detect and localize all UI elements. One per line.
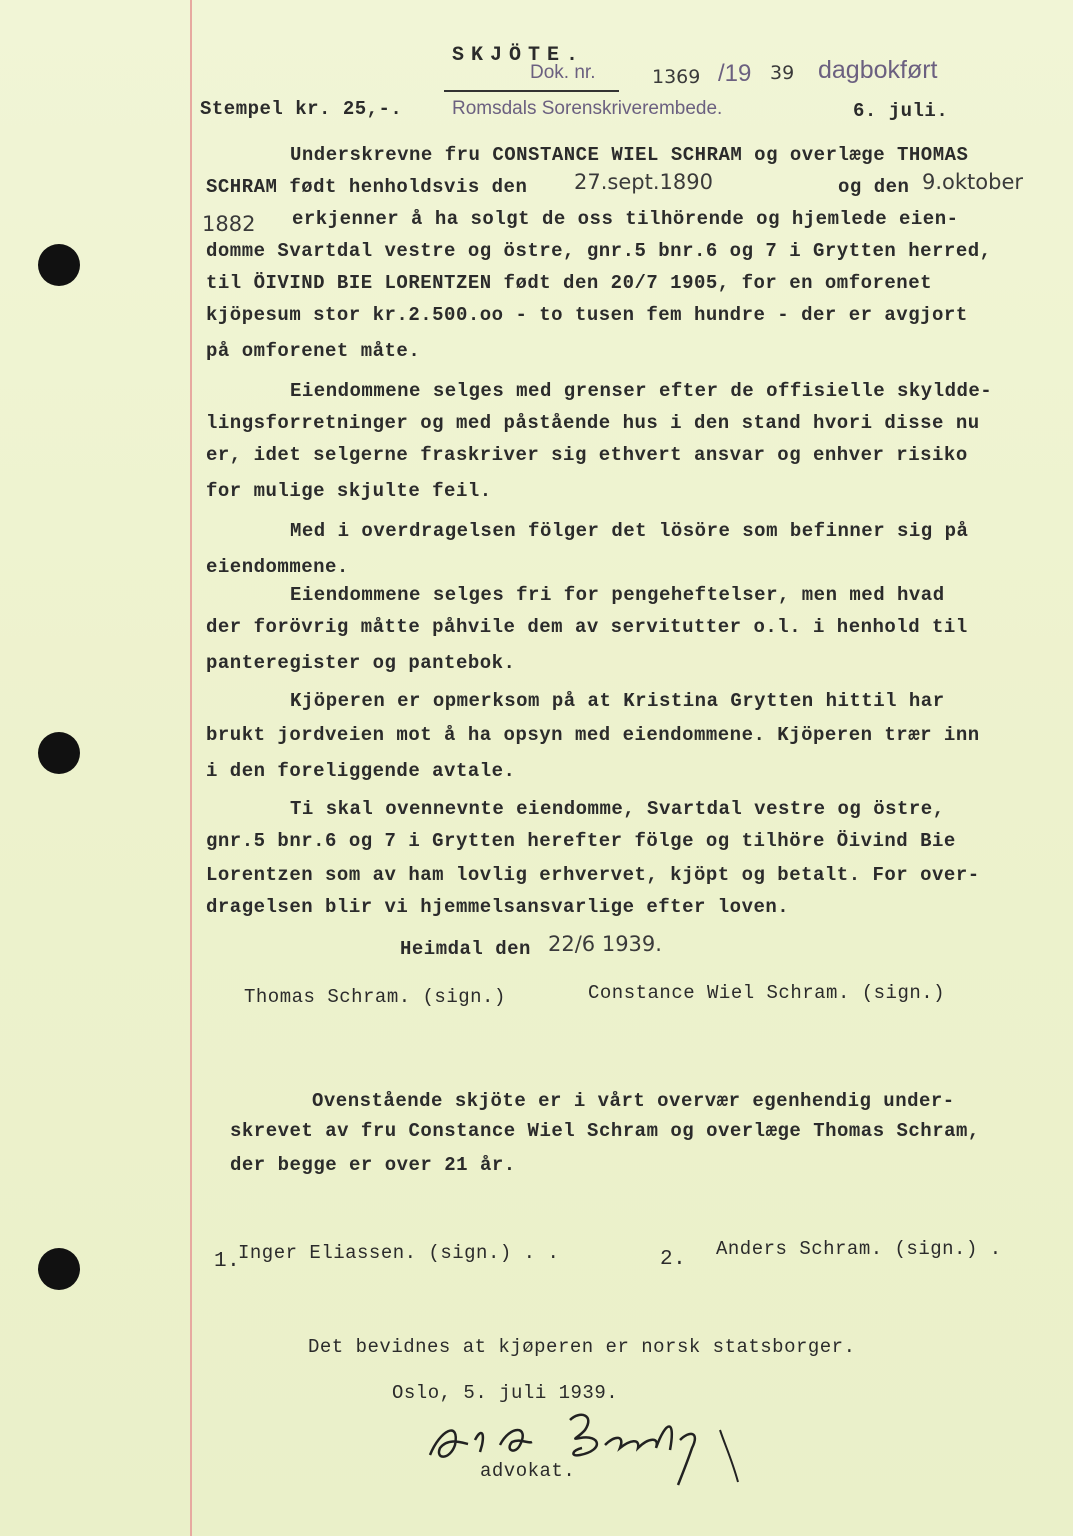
body-line: Med i overdragelsen fölger det lösöre som befinner sig på [290,520,969,542]
body-line: og den [838,176,910,198]
stamp-date: 6. juli. [853,100,949,122]
body-line: Kjöperen er opmerksom på at Kristina Grytten hittil har [290,690,945,712]
witness-1-number: 1. [214,1250,241,1273]
witness-1-name: Inger Eliassen. (sign.) . . [238,1242,560,1264]
witness-2-number: 2. [660,1248,687,1271]
witness-line: der begge er over 21 år. [230,1154,516,1176]
body-line: eiendommene. [206,556,349,578]
body-line: dragelsen blir vi hjemmelsansvarlige efter loven. [206,896,790,918]
year-suffix: 39 [770,62,795,84]
footer-place-date: Oslo, 5. juli 1939. [392,1382,619,1404]
body-line: kjöpesum stor kr.2.500.oo - to tusen fem hundre - der er avgjort [206,304,968,326]
witness-2-name: Anders Schram. (sign.) . [716,1238,1002,1260]
body-line: domme Svartdal vestre og östre, gnr.5 bnr.6 og 7 i Grytten herred, [206,240,992,262]
signer-title: advokat. [480,1460,576,1482]
body-line: Eiendommene selges med grenser efter de offisielle skyldde- [290,380,993,402]
body-line: erkjenner å ha solgt de oss tilhörende og hjemlede eien- [292,208,959,230]
signature-constance: Constance Wiel Schram. (sign.) [588,982,946,1004]
birthdate-constance: 27.sept.1890 [574,170,713,194]
body-line: Eiendommene selges fri for pengeheftelser, men med hvad [290,584,945,606]
handwritten-signature [420,1400,760,1490]
doc-label-stamp: Dok. nr. [530,62,596,83]
body-line: Lorentzen som av ham lovlig erhvervet, kjöpt og betalt. For over- [206,864,980,886]
body-line: brukt jordveien mot å ha opsyn med eiendommene. Kjöperen trær inn [206,724,980,746]
body-line: panteregister og pantebok. [206,652,516,674]
birthdate-thomas: 9.oktober [922,170,1024,194]
stempel-line: Stempel kr. 25,-. [200,98,403,120]
doc-number: 1369 [652,66,701,88]
year-prefix: /19 [718,60,752,87]
body-line: Underskrevne fru CONSTANCE WIEL SCHRAM og overlæge THOMAS [290,144,969,166]
body-line: for mulige skjulte feil. [206,480,492,502]
margin-rule [190,0,192,1536]
signing-date: 22/6 1939. [548,932,662,956]
signature-thomas: Thomas Schram. (sign.) [244,986,506,1008]
witness-line: skrevet av fru Constance Wiel Schram og overlæge Thomas Schram, [230,1120,980,1142]
stamp-office: Romsdals Sorenskriverembede. [452,98,723,119]
body-line: på omforenet måte. [206,340,421,362]
punch-hole [38,732,80,774]
body-line: i den foreliggende avtale. [206,760,516,782]
body-line: gnr.5 bnr.6 og 7 i Grytten herefter fölge og tilhöre Öivind Bie [206,830,956,852]
stamp-dagbokfort: dagbokført [818,56,938,84]
witness-line: Ovenstående skjöte er i vårt overvær egenhendig under- [312,1090,955,1112]
document-title: SKJÖTE. [452,44,586,67]
title-underline [444,90,619,92]
punch-hole [38,1248,80,1290]
body-line: er, idet selgerne fraskriver sig ethvert ansvar og enhver risiko [206,444,968,466]
body-line: der forövrig måtte påhvile dem av servitutter o.l. i henhold til [206,616,968,638]
body-line: Heimdal den [400,938,531,960]
body-line: til ÖIVIND BIE LORENTZEN født den 20/7 1905, for en omforenet [206,272,933,294]
birth-year-thomas: 1882 [202,212,256,236]
body-line: lingsforretninger og med påstående hus i den stand hvori disse nu [206,412,980,434]
punch-hole [38,244,80,286]
body-line: Ti skal ovennevnte eiendomme, Svartdal vestre og östre, [290,798,945,820]
citizenship-statement: Det bevidnes at kjøperen er norsk statsborger. [308,1336,856,1358]
body-line: SCHRAM født henholdsvis den [206,176,528,198]
